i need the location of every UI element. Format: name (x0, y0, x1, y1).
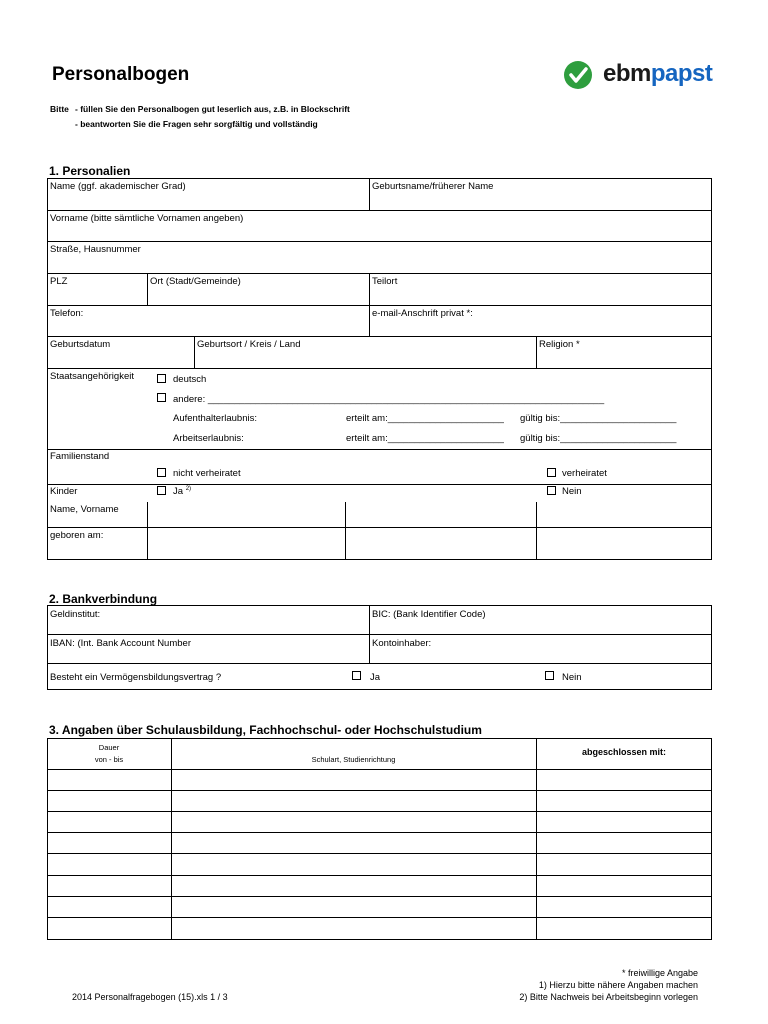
savings-question: Besteht ein Vermögensbildungsvertrag ? (50, 672, 222, 683)
birth-place-label: Geburtsort / Kreis / Land (197, 339, 301, 350)
children-no-checkbox[interactable] (547, 486, 556, 495)
holder-label: Kontoinhaber: (372, 638, 432, 649)
instruction-bitte: Bitte (50, 104, 69, 114)
green-tech-badge-icon (563, 60, 593, 90)
not-married-label: nicht verheiratet (173, 468, 241, 479)
children-label: Kinder (50, 486, 78, 497)
not-married-checkbox[interactable] (157, 468, 166, 477)
residence-permit-label: Aufenthalterlaubnis: (173, 413, 257, 424)
residence-issued-field[interactable]: erteilt am:______________________ (346, 413, 504, 424)
duration-header: Dauer (98, 743, 120, 752)
religion-label: Religion * (539, 339, 580, 350)
children-yes-checkbox[interactable] (157, 486, 166, 495)
savings-no-label: Nein (562, 672, 582, 683)
street-label: Straße, Hausnummer (50, 244, 141, 255)
bic-label: BIC: (Bank Identifier Code) (372, 609, 486, 620)
degree-header: abgeschlossen mit: (581, 747, 667, 757)
savings-no-checkbox[interactable] (545, 671, 554, 680)
company-logo (563, 59, 713, 91)
child-name-label: Name, Vorname (50, 504, 119, 515)
savings-yes-label: Ja (370, 672, 381, 683)
city-label: Ort (Stadt/Gemeinde) (150, 276, 241, 287)
work-permit-label: Arbeitserlaubnis: (173, 433, 244, 444)
savings-yes-checkbox[interactable] (352, 671, 361, 680)
german-label: deutsch (173, 374, 207, 385)
other-nationality-field[interactable]: andere: ___________________________________________________________________________ (173, 394, 605, 405)
logo-wordmark: ebmpapst (603, 60, 713, 87)
section-2-title: 2. Bankverbindung (49, 592, 158, 606)
duration-range-header: von - bis (94, 755, 124, 764)
marital-status-label: Familienstand (50, 451, 110, 462)
married-label: verheiratet (562, 468, 607, 479)
work-valid-field[interactable]: gültig bis:______________________ (520, 433, 677, 444)
footnote-2: 2) Bitte Nachweis bei Arbeitsbeginn vorlegen (519, 992, 698, 1002)
section-3-title: 3. Angaben über Schulausbildung, Fachhochschul- oder Hochschulstudium (49, 723, 482, 737)
child-born-label: geboren am: (50, 530, 104, 541)
name-label: Name (ggf. akademischer Grad) (50, 181, 186, 192)
residence-valid-field[interactable]: gültig bis:______________________ (520, 413, 677, 424)
children-no-label: Nein (562, 486, 582, 497)
german-checkbox[interactable] (157, 374, 166, 383)
phone-label: Telefon: (50, 308, 84, 319)
married-checkbox[interactable] (547, 468, 556, 477)
birth-date-label: Geburtsdatum (50, 339, 111, 350)
birth-name-label: Geburtsname/früherer Name (372, 181, 494, 192)
file-name: 2014 Personalfragebogen (15).xls 1 / 3 (72, 992, 228, 1002)
instruction-1: - füllen Sie den Personalbogen gut leserlich aus, z.B. in Blockschrift (75, 104, 350, 114)
email-label: e-mail-Anschrift privat *: (372, 308, 473, 319)
page-title: Personalbogen (52, 64, 190, 85)
work-issued-field[interactable]: erteilt am:______________________ (346, 433, 504, 444)
bank-label: Geldinstitut: (50, 609, 101, 620)
footnote-voluntary: * freiwillige Angabe (621, 968, 698, 978)
children-yes-label: Ja $^{2)}$ (173, 486, 192, 498)
school-header: Schulart, Studienrichtung (311, 755, 396, 764)
other-nationality-checkbox[interactable] (157, 393, 166, 402)
zip-label: PLZ (50, 276, 68, 287)
iban-label: IBAN: (Int. Bank Account Number (50, 638, 191, 649)
first-names-label: Vorname (bitte sämtliche Vornamen angeben) (50, 213, 244, 224)
district-label: Teilort (372, 276, 398, 287)
section-1-title: 1. Personalien (49, 164, 131, 178)
footnote-1: 1) Hierzu bitte nähere Angaben machen (538, 980, 698, 990)
nationality-label: Staatsangehörigkeit (50, 371, 134, 382)
instruction-2: - beantworten Sie die Fragen sehr sorgfältig und vollständig (75, 119, 318, 129)
